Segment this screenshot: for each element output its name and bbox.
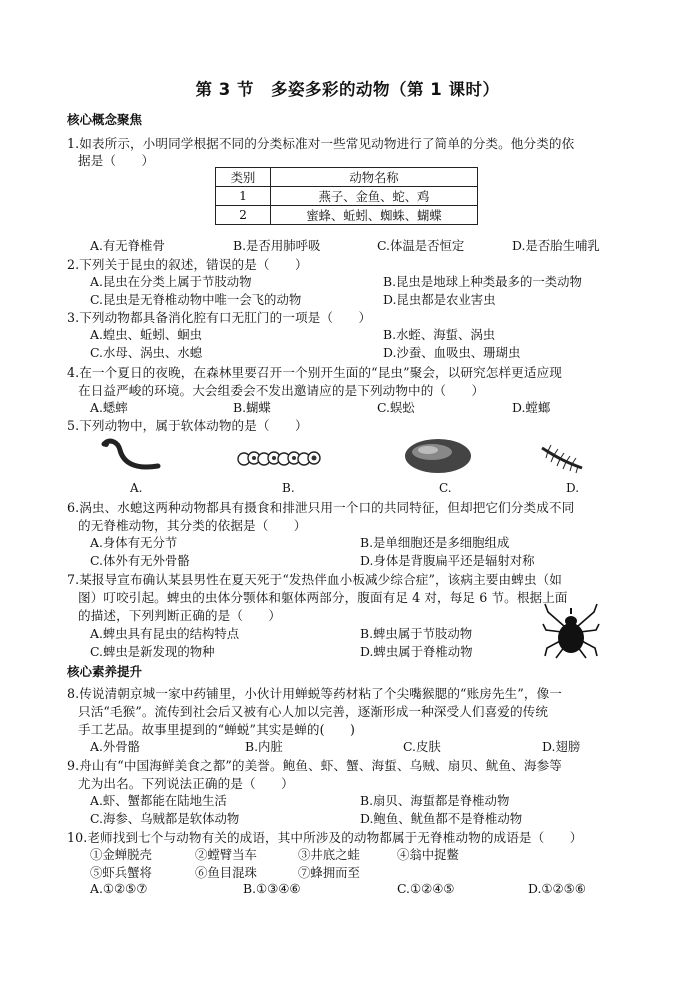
table-cell: 1 <box>216 187 271 206</box>
q10-idiom-6: ⑥鱼目混珠 <box>195 865 257 880</box>
q4-stem-line2: 在日益严峻的环境。大会组委会不发出邀请应的是下列动物中的（ ） <box>78 383 485 398</box>
q8-stem-line1: 8.传说清朝京城一家中药铺里，小伙计用蝉蜕等药材粘了个尖嘴猴腮的“账房先生”，像一 <box>67 686 562 701</box>
table-header-category: 类别 <box>216 168 271 187</box>
q8-option-a[interactable]: A.外骨骼 <box>90 739 141 754</box>
q3-stem: 3.下列动物都具备消化腔有口无肛门的一项是（ ） <box>67 310 372 325</box>
section-heading-core-concept: 核心概念聚焦 <box>67 112 143 127</box>
q4-option-b[interactable]: B.蝴蝶 <box>233 400 271 415</box>
q1-option-a[interactable]: A.有无脊椎骨 <box>90 238 165 253</box>
q8-stem-line2: 只活“毛猴”。流传到社会后又被有心人加以完善，逐渐形成一种深受人们喜爱的传统 <box>78 704 549 719</box>
q7-option-c[interactable]: C.蜱虫是新发现的物种 <box>90 644 215 659</box>
tick-icon <box>542 600 600 662</box>
q7-stem-line2: 图）叮咬引起。蜱虫的虫体分颚体和躯体两部分，腹面有足 4 对，每足 6 节。根据上面 <box>78 590 568 605</box>
q7-option-b[interactable]: B.蜱虫属于节肢动物 <box>360 626 473 641</box>
table-header-row <box>216 168 478 187</box>
q3-option-c[interactable]: C.水母、涡虫、水螅 <box>90 345 203 360</box>
q1-stem-line2: 据是（ ） <box>78 153 155 168</box>
q5-option-c[interactable]: C. <box>439 481 452 495</box>
q3-option-a[interactable]: A.蝗虫、蚯蚓、蛔虫 <box>90 327 203 342</box>
q10-option-c[interactable]: C.①②④⑤ <box>397 881 455 896</box>
q9-option-b[interactable]: B.扇贝、海蜇都是脊椎动物 <box>360 793 510 808</box>
q6-option-a[interactable]: A.身体有无分节 <box>90 535 178 550</box>
q5-stem: 5.下列动物中，属于软体动物的是（ ） <box>67 418 308 433</box>
q10-option-a[interactable]: A.①②⑤⑦ <box>90 881 148 896</box>
q5-option-b[interactable]: B. <box>282 481 295 495</box>
q9-option-a[interactable]: A.虾、蟹都能在陆地生活 <box>90 793 227 808</box>
q6-stem-line2: 的无脊椎动物，其分类的依据是（ ） <box>78 518 307 533</box>
q10-option-b[interactable]: B.①③④⑥ <box>243 881 301 896</box>
q8-option-c[interactable]: C.皮肤 <box>403 739 441 754</box>
q5-option-a[interactable]: A. <box>130 481 143 495</box>
q3-option-d[interactable]: D.沙蚕、血吸虫、珊瑚虫 <box>383 345 521 360</box>
q9-stem-line2: 尤为出名。下列说法正确的是（ ） <box>78 776 294 791</box>
q2-option-a[interactable]: A.昆虫在分类上属于节肢动物 <box>90 274 252 289</box>
q6-stem-line1: 6.涡虫、水螅这两种动物都具有摄食和排泄只用一个口的共同特征，但却把它们分类成不同 <box>67 500 575 515</box>
q5-option-d[interactable]: D. <box>566 481 580 495</box>
section-heading-core-literacy: 核心素养提升 <box>67 664 143 679</box>
page-title: 第 3 节 多姿多彩的动物（第 1 课时） <box>195 80 500 99</box>
q10-idiom-3: ③井底之蛙 <box>298 847 360 862</box>
q10-idiom-5: ⑤虾兵蟹将 <box>90 865 152 880</box>
q2-option-c[interactable]: C.昆虫是无脊椎动物中唯一会飞的动物 <box>90 292 302 307</box>
mussel-icon <box>402 432 474 478</box>
table-header-animals: 动物名称 <box>271 168 478 187</box>
table-cell: 燕子、金鱼、蛇、鸡 <box>271 187 478 206</box>
q6-option-d[interactable]: D.身体是背腹扁平还是辐射对称 <box>360 553 535 568</box>
q2-stem: 2.下列关于昆虫的叙述，错误的是（ ） <box>67 257 308 272</box>
centipede-icon <box>538 440 586 476</box>
q8-option-b[interactable]: B.内脏 <box>245 739 283 754</box>
q9-option-c[interactable]: C.海参、乌贼都是软体动物 <box>90 811 240 826</box>
table-row <box>216 187 478 206</box>
q9-option-d[interactable]: D.鲍鱼、鱿鱼都不是脊椎动物 <box>360 811 523 826</box>
q7-stem-line1: 7.某报导宣布确认某县男性在夏天死于“发热伴血小板减少综合症”，该病主要由蜱虫（如 <box>67 572 562 587</box>
q2-option-d[interactable]: D.昆虫都是农业害虫 <box>383 292 496 307</box>
q4-option-d[interactable]: D.螳螂 <box>512 400 551 415</box>
q10-idiom-7: ⑦蜂拥而至 <box>298 865 360 880</box>
table-row <box>216 206 478 225</box>
q8-stem-line3: 手工艺品。故事里提到的“蝉蜕”其实是蝉的( ) <box>78 722 355 737</box>
q8-option-d[interactable]: D.翅膀 <box>542 739 581 754</box>
q4-option-a[interactable]: A.蟋蟀 <box>90 400 128 415</box>
q10-idiom-2: ②螳臂当车 <box>195 847 257 862</box>
q4-option-c[interactable]: C.蜈蚣 <box>377 400 415 415</box>
q6-option-c[interactable]: C.体外有无外骨骼 <box>90 553 190 568</box>
q10-option-d[interactable]: D.①②⑤⑥ <box>528 881 586 896</box>
q1-classification-table <box>215 167 478 225</box>
eel-icon <box>100 436 162 476</box>
q1-stem-line1: 1.如表所示，小明同学根据不同的分类标准对一些常见动物进行了简单的分类。他分类的依 <box>67 136 575 151</box>
q10-idiom-1: ①金蝉脱壳 <box>90 847 152 862</box>
caterpillar-icon <box>236 446 322 470</box>
q1-option-b[interactable]: B.是否用肺呼吸 <box>233 238 321 253</box>
q7-option-d[interactable]: D.蜱虫属于脊椎动物 <box>360 644 473 659</box>
q10-stem: 10.老师找到七个与动物有关的成语，其中所涉及的动物都属于无脊椎动物的成语是（ ） <box>67 830 583 845</box>
q2-option-b[interactable]: B.昆虫是地球上种类最多的一类动物 <box>383 274 582 289</box>
q7-stem-line3: 的描述，下列判断正确的是（ ） <box>78 608 282 623</box>
q4-stem-line1: 4.在一个夏日的夜晚，在森林里要召开一个别开生面的“昆虫”聚会，以研究怎样更适应现 <box>67 365 562 380</box>
table-cell: 蜜蜂、蚯蚓、蜘蛛、蝴蝶 <box>271 206 478 225</box>
q6-option-b[interactable]: B.是单细胞还是多细胞组成 <box>360 535 510 550</box>
q3-option-b[interactable]: B.水蛭、海蜇、涡虫 <box>383 327 496 342</box>
q9-stem-line1: 9.舟山有“中国海鲜美食之都”的美誉。鲍鱼、虾、蟹、海蜇、乌贼、扇贝、鱿鱼、海参等 <box>67 758 562 773</box>
q7-option-a[interactable]: A.蜱虫具有昆虫的结构特点 <box>90 626 240 641</box>
table-cell: 2 <box>216 206 271 225</box>
q10-idiom-4: ④翁中捉鳖 <box>397 847 459 862</box>
q1-option-d[interactable]: D.是否胎生哺乳 <box>512 238 600 253</box>
q1-option-c[interactable]: C.体温是否恒定 <box>377 238 465 253</box>
